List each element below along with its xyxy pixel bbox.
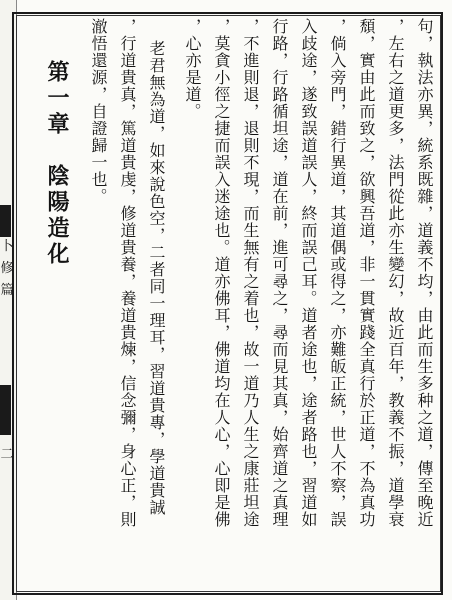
text-column-12: 澈悟還源，自證歸一也。 bbox=[89, 18, 108, 205]
text-column-3: 頹，實由此而致之，欲興吾道，非一貫實踐全真行於正道，不為真功 bbox=[357, 18, 376, 528]
gutter-mark bbox=[0, 385, 11, 435]
text-column-2: ，左右之道更多，法門從此亦生變幻，故近百年，教義不振，道學衰 bbox=[386, 18, 405, 528]
gutter-char: 卜 bbox=[0, 239, 14, 254]
gutter-char: 修 bbox=[0, 261, 14, 276]
text-column-5: 入歧途，遂致誤道誤人，終而誤己耳。道者途也，途者路也，習道如 bbox=[299, 18, 318, 528]
text-column-11: ，行道貴真，篤道貴虔，修道貴養，養道貴煉，信念彌，身心正，則 bbox=[118, 18, 137, 528]
text-column-9: ，心亦是道。 bbox=[183, 18, 202, 120]
gutter-char: 二 bbox=[0, 447, 14, 462]
text-column-4: ，倘入旁門，錯行異道，其道偶或得之，亦難皈正統，世人不察，誤 bbox=[328, 18, 347, 528]
text-column-6: 行路，行路循坦途，道在前，進可尋之，尋而見其真，始齊道之真理 bbox=[270, 18, 289, 528]
text-column-7: ，不進則退，退則不現，而生無有之着也，故一道乃人生之康莊坦途 bbox=[241, 18, 260, 528]
chapter-title: 第一章 陰陽造化 bbox=[44, 60, 69, 268]
text-column-1: 句，執法亦異，統系既雜，道義不均，由此而生多种之道，傳至晚近 bbox=[415, 18, 434, 528]
text-column-8: ，莫貪小徑之捷而誤入迷途也。道亦佛耳，佛道均在人心，心即是佛 bbox=[212, 18, 231, 528]
text-column-10: 老君無為道，如來說色空，二者同一理耳，習道貴專，學道貴誠 bbox=[147, 40, 166, 516]
gutter-char: 篇 bbox=[0, 283, 14, 298]
gutter-mark bbox=[0, 205, 11, 237]
